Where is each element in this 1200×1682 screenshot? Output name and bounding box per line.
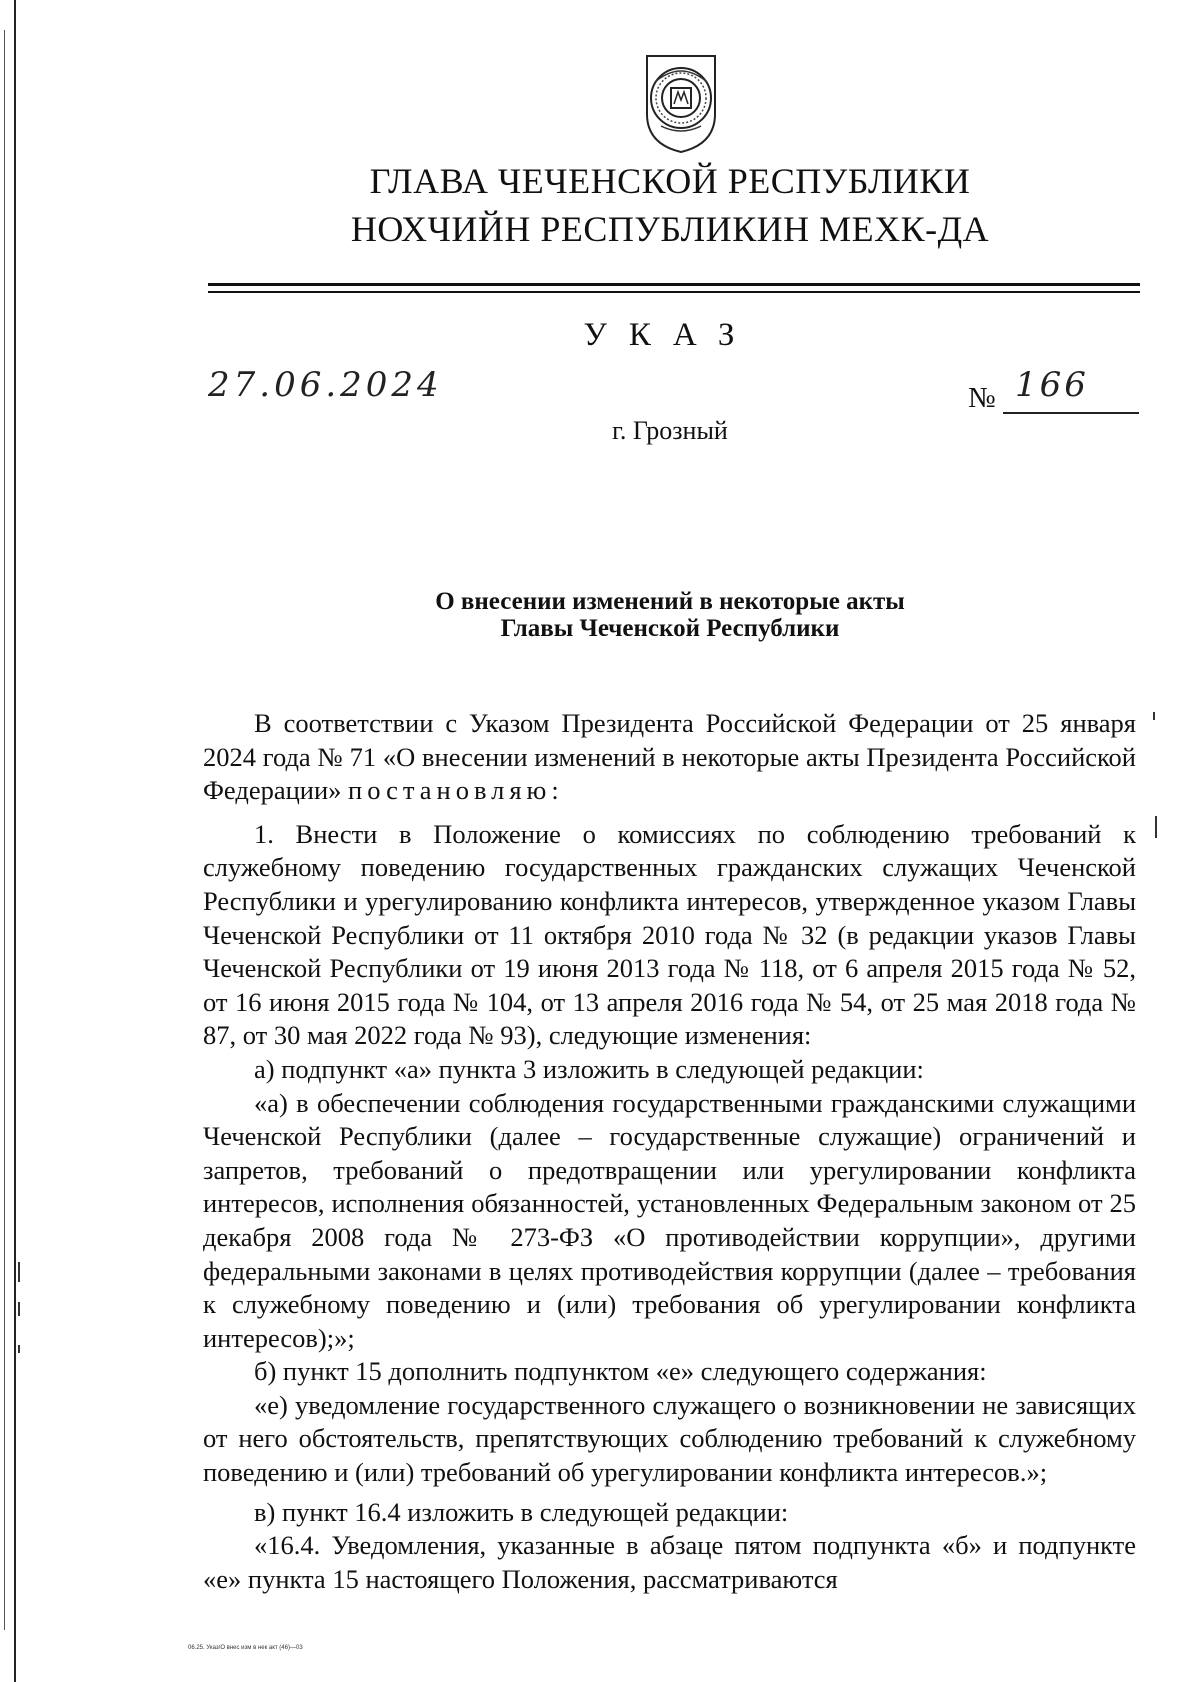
footer-code: 06.25. Указ/О внес изм в нек акт (46)—03: [188, 1645, 303, 1651]
title-line-1: О внесении изменений в некоторые акты: [435, 588, 905, 615]
scan-speck: [18, 1345, 20, 1353]
body-paragraph-sub-b: б) пункт 15 дополнить подпунктом «е» следующего содержания:: [254, 1356, 987, 1387]
body-paragraph-quote-e: «е) уведомление государственного служащего о возникновении не зависящих от него обстоятельств, препятствующих соблюдению требований к служебному поведению и (или) требований об урегулировании конфликта интересов.»;: [203, 1389, 1136, 1488]
handwritten-number: 166: [1015, 365, 1089, 405]
number-label: №: [968, 382, 996, 414]
handwritten-date: 27.06.2024: [208, 365, 443, 405]
document-type: УКАЗ: [583, 317, 757, 353]
body-paragraph-quote-a: «а) в обеспечении соблюдения государственными гражданскими служащими Чеченской Республики (далее – государственные служащие) ограничений и запретов, требований о предотвращении или урегулировании конфликта интересов, исполнения обязанностей, установленных Федеральным законом от 25 декабря 2008 года № 273-ФЗ «О противодействии коррупции», другими федеральными законами в целях противодействия коррупции (далее – требования к служебному поведению и (или) требования об урегулировании конфликта интересов);»;: [203, 1087, 1136, 1353]
document-title: [0, 588, 1200, 642]
resolve-word: постановляю:: [348, 775, 564, 806]
city-line: г. Грозный: [612, 416, 728, 445]
header-rule-thin: [208, 291, 1140, 293]
coat-of-arms-emblem: [641, 52, 721, 155]
body-paragraph-preamble: [203, 707, 1136, 808]
title-line-2: Главы Чеченской Республики: [500, 615, 840, 642]
body-paragraph-item-1: 1. Внести в Положение о комиссиях по соблюдению требований к служебному поведению государственных гражданских служащих Чеченской Республики и урегулированию конфликта интересов, утвержденное указом Главы Чеченской Республики от 11 октября 2010 года № 32 (в редакции указов Главы Чеченской Республики от 19 июня 2013 года № 118, от 6 апреля 2015 года № 52, от 16 июня 2015 года № 104, от 13 апреля 2016 года № 54, от 25 мая 2018 года № 87, от 30 мая 2022 года № 93), следующие изменения:: [203, 818, 1136, 1051]
body-paragraph-sub-v: в) пункт 16.4 изложить в следующей редакции:: [254, 1496, 789, 1527]
body-paragraph-quote-16-4: «16.4. Уведомления, указанные в абзаце пятом подпункта «б» и подпункте «е» пункта 15 настоящего Положения, рассматриваются: [203, 1530, 1136, 1594]
number-underline: [1003, 412, 1139, 414]
preamble-text: В соответствии с Указом Президента Российской Федерации от 25 января 2024 года № 71 «О внесении изменений в некоторые акты Президента Российской Федерации»: [203, 708, 1136, 806]
body-paragraph-sub-a: а) подпункт «а» пункта 3 изложить в следующей редакции:: [254, 1053, 924, 1084]
header-rule-thick: [208, 283, 1140, 286]
header-title-ru: ГЛАВА ЧЕЧЕНСКОЙ РЕСПУБЛИКИ: [369, 161, 971, 201]
scan-speck: [1153, 712, 1155, 720]
header-title-ce: НОХЧИЙН РЕСПУБЛИКИН МЕХК-ДА: [350, 209, 990, 249]
document-body: [203, 707, 1136, 1596]
scan-speck: [18, 1302, 20, 1316]
scan-edge: [0, 0, 16, 1682]
scan-speck: [1155, 816, 1157, 838]
scan-speck: [18, 1262, 20, 1282]
